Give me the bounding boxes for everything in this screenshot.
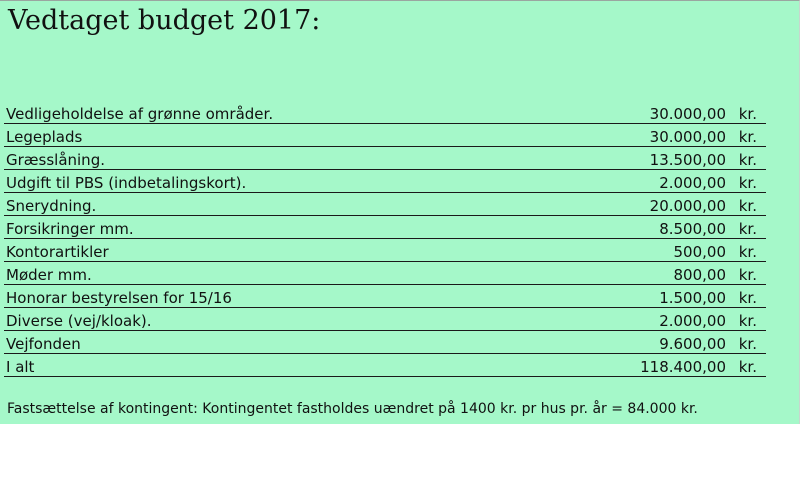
row-currency: kr.	[738, 312, 757, 330]
budget-row-moeder	[4, 262, 766, 285]
page-title: Vedtaget budget 2017:	[8, 5, 321, 36]
row-amount: 118.400,00	[640, 358, 726, 376]
row-amount: 9.600,00	[659, 335, 726, 353]
row-currency: kr.	[738, 335, 757, 353]
row-label: Diverse (vej/kloak).	[6, 312, 152, 330]
budget-row-total	[4, 354, 766, 377]
budget-row-diverse	[4, 308, 766, 331]
row-amount: 30.000,00	[649, 105, 726, 123]
row-label: Legeplads	[6, 128, 83, 146]
row-currency: kr.	[738, 174, 757, 192]
row-label: Forsikringer mm.	[6, 220, 134, 238]
row-currency: kr.	[738, 197, 757, 215]
budget-row-kontorartikler	[4, 239, 766, 262]
row-currency: kr.	[738, 151, 757, 169]
row-currency: kr.	[738, 220, 757, 238]
budget-row-honorar	[4, 285, 766, 308]
row-label: Græsslåning.	[6, 151, 105, 169]
budget-row-graesslaaning	[4, 147, 766, 170]
row-label: Udgift til PBS (indbetalingskort).	[6, 174, 247, 192]
row-label: Vejfonden	[6, 335, 81, 353]
budget-row-forsikringer	[4, 216, 766, 239]
budget-row-vedligeholdelse	[4, 101, 766, 124]
contingent-note: Fastsættelse af kontingent: Kontingentet fastholdes uændret på 1400 kr. pr hus pr. år = 84.000 kr.	[7, 401, 698, 417]
budget-row-snerydning	[4, 193, 766, 216]
row-label: Honorar bestyrelsen for 15/16	[6, 289, 232, 307]
row-amount: 500,00	[673, 243, 726, 261]
row-amount: 8.500,00	[659, 220, 726, 238]
row-currency: kr.	[738, 266, 757, 284]
row-currency: kr.	[738, 243, 757, 261]
row-label: Snerydning.	[6, 197, 97, 215]
row-currency: kr.	[738, 289, 757, 307]
row-label: Møder mm.	[6, 266, 92, 284]
row-amount: 1.500,00	[659, 289, 726, 307]
budget-row-vejfonden	[4, 331, 766, 354]
budget-table	[4, 101, 766, 377]
row-currency: kr.	[738, 358, 757, 376]
budget-row-legeplads	[4, 124, 766, 147]
row-amount: 20.000,00	[649, 197, 726, 215]
row-amount: 2.000,00	[659, 174, 726, 192]
row-label: Kontorartikler	[6, 243, 109, 261]
budget-row-pbs	[4, 170, 766, 193]
row-amount: 30.000,00	[649, 128, 726, 146]
row-currency: kr.	[738, 128, 757, 146]
row-currency: kr.	[738, 105, 757, 123]
row-amount: 13.500,00	[649, 151, 726, 169]
row-amount: 800,00	[673, 266, 726, 284]
row-label: Vedligeholdelse af grønne områder.	[6, 105, 274, 123]
row-label: I alt	[6, 358, 35, 376]
row-amount: 2.000,00	[659, 312, 726, 330]
